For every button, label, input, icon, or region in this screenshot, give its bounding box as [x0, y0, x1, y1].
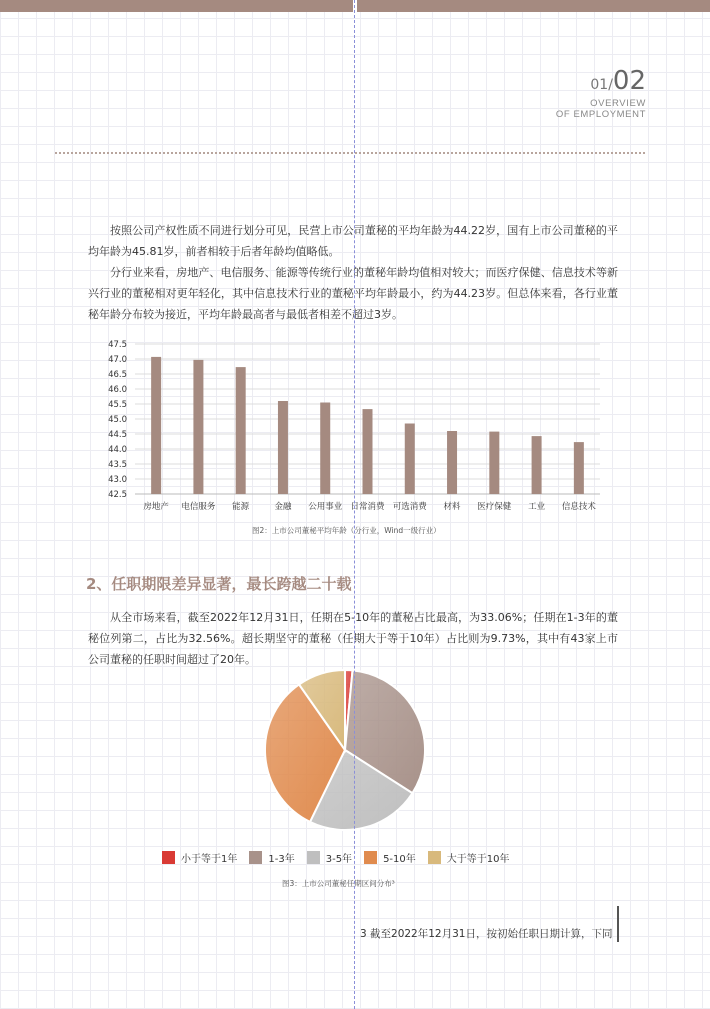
x-tick-label: 电信服务 [181, 502, 216, 512]
legend-item [249, 850, 294, 865]
x-tick-label: 信息技术 [561, 502, 596, 512]
bar [151, 357, 161, 494]
footnote-bar [617, 906, 619, 942]
bar [574, 442, 584, 494]
legend-swatch [249, 851, 262, 864]
y-tick-label: 44.0 [108, 445, 127, 455]
section-title: 2、任职期限差异显著，最长跨越二十载 [86, 575, 352, 593]
legend-label: 3-5年 [325, 854, 353, 865]
x-tick-label: 医疗保健 [477, 502, 512, 512]
figure-2-caption: 图2：上市公司董秘平均年龄（分行业，Wind一级行业） [252, 526, 441, 535]
bar [489, 432, 499, 494]
bar [405, 424, 415, 495]
legend-label: 1-3年 [268, 854, 295, 865]
industry-age-bar-chart [90, 332, 610, 522]
legend-swatch [307, 851, 320, 864]
y-tick-label: 46.0 [108, 385, 127, 395]
legend-item [428, 850, 510, 865]
y-tick-label: 43.0 [108, 475, 127, 485]
paragraph-industry: 分行业来看，房地产、电信服务、能源等传统行业的董秘年龄均值相对较大；而医疗保健、信息技术等新兴行业的董秘相对更年轻化，其中信息技术行业的董秘平均年龄最小，约为44.23岁。但总体来看，各行业董秘年龄分布较为接近，平均年龄最高者与最低者相差不超过3岁。 [88, 266, 618, 321]
legend-swatch [428, 851, 441, 864]
x-tick-label: 可选消费 [392, 502, 427, 512]
legend-label: 大于等于10年 [446, 854, 510, 865]
pie-legend [162, 850, 522, 865]
page-number [590, 66, 646, 96]
x-tick-label: 工业 [528, 502, 546, 512]
x-tick-label: 金融 [274, 502, 292, 512]
subtitle-line-1: OVERVIEW [590, 98, 646, 109]
legend-item [364, 850, 416, 865]
bar [278, 401, 288, 494]
y-tick-label: 47.0 [108, 355, 127, 365]
y-tick-label: 47.5 [108, 340, 127, 350]
center-guide-line [354, 0, 355, 1009]
bar [363, 409, 373, 494]
page-number-value: 02 [612, 66, 646, 96]
bar [320, 403, 330, 495]
paragraph-tenure: 从全市场来看，截至2022年12月31日，任期在5-10年的董秘占比最高，为33.06%；任期在1-3年的董秘位列第二，占比为32.56%。超长期坚守的董秘（任期大于等于10年）占比则为9.73%，其中有43家上市公司董秘的任职时间超过了20年。 [88, 611, 618, 666]
page-prefix: 01/ [590, 77, 613, 93]
legend-label: 小于等于1年 [181, 854, 238, 865]
bar [193, 360, 203, 494]
y-tick-label: 45.5 [108, 400, 127, 410]
x-tick-label: 材料 [443, 502, 461, 512]
legend-label: 5-10年 [383, 854, 416, 865]
y-tick-label: 44.5 [108, 430, 127, 440]
header-divider [55, 152, 645, 154]
legend-item [162, 850, 237, 865]
bar [447, 431, 457, 494]
legend-swatch [364, 851, 377, 864]
y-tick-label: 42.5 [108, 490, 127, 500]
bar [236, 367, 246, 494]
y-tick-label: 46.5 [108, 370, 127, 380]
x-tick-label: 能源 [232, 502, 250, 512]
y-tick-label: 43.5 [108, 460, 127, 470]
bar [532, 436, 542, 494]
section-subtitle [556, 98, 646, 120]
paragraph-ownership: 按照公司产权性质不同进行划分可见，民营上市公司董秘的平均年龄为44.22岁，国有上市公司董秘的平均年龄为45.81岁，前者相较于后者年龄均值略低。 [88, 224, 618, 258]
legend-swatch [162, 851, 175, 864]
figure-3-caption: 图3：上市公司董秘任期区间分布³ [282, 879, 395, 888]
x-tick-label: 日常消费 [350, 502, 385, 512]
x-tick-label: 公用事业 [308, 502, 343, 512]
subtitle-line-2: OF EMPLOYMENT [555, 109, 646, 120]
legend-item [307, 850, 352, 865]
y-tick-label: 45.0 [108, 415, 127, 425]
footnote: 3 截至2022年12月31日，按初始任职日期计算，下同 [360, 928, 613, 940]
x-tick-label: 房地产 [143, 502, 169, 512]
tenure-pie-chart [250, 660, 440, 840]
